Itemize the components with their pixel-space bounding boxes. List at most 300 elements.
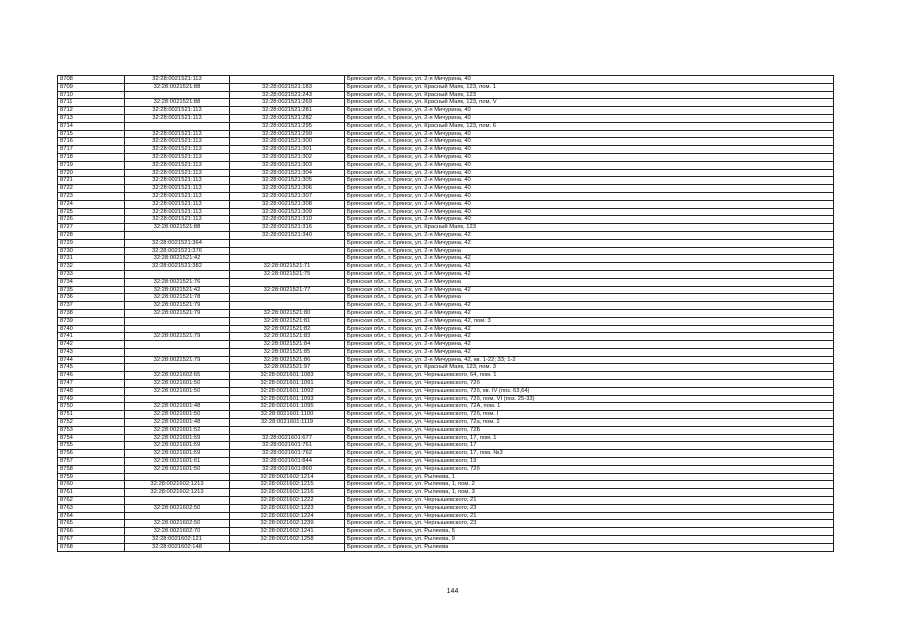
row-number-cell: 8758 xyxy=(58,465,125,473)
parcel-number-cell: 32:28:0021521:364 xyxy=(125,239,230,247)
row-number-cell: 8718 xyxy=(58,153,125,161)
row-number-cell: 8726 xyxy=(58,216,125,224)
row-number-cell: 8764 xyxy=(58,512,125,520)
table-row xyxy=(58,309,834,317)
table-row xyxy=(58,294,834,302)
table-row xyxy=(58,270,834,278)
parcel-number-cell xyxy=(125,91,230,99)
row-number-cell: 8709 xyxy=(58,83,125,91)
parcel-number-cell: 32:28:0021602:1213 xyxy=(125,481,230,489)
table-row xyxy=(58,520,834,528)
object-number-cell: 32:28:0021521:295 xyxy=(230,122,345,130)
table-row xyxy=(58,263,834,271)
table-row xyxy=(58,426,834,434)
row-number-cell: 8730 xyxy=(58,247,125,255)
row-number-cell: 8710 xyxy=(58,91,125,99)
address-cell: Брянская обл., г. Брянск, ул. 2-я Мичурина, 40 xyxy=(345,200,834,208)
row-number-cell: 8723 xyxy=(58,192,125,200)
parcel-number-cell: 32:28:0021521:113 xyxy=(125,130,230,138)
object-number-cell: 32:28:0021521:71 xyxy=(230,263,345,271)
object-number-cell: 32:28:0021521:282 xyxy=(230,114,345,122)
row-number-cell: 8765 xyxy=(58,520,125,528)
object-number-cell xyxy=(230,239,345,247)
table-row xyxy=(58,333,834,341)
row-number-cell: 8728 xyxy=(58,231,125,239)
row-number-cell: 8767 xyxy=(58,536,125,544)
address-cell: Брянская обл., г. Брянск, ул. 2-я Мичурина, 40 xyxy=(345,146,834,154)
row-number-cell: 8714 xyxy=(58,122,125,130)
parcel-number-cell: 32:28:0021521:78 xyxy=(125,294,230,302)
object-number-cell xyxy=(230,278,345,286)
row-number-cell: 8760 xyxy=(58,481,125,489)
row-number-cell: 8717 xyxy=(58,146,125,154)
table-row xyxy=(58,364,834,372)
table-row xyxy=(58,231,834,239)
object-number-cell xyxy=(230,247,345,255)
parcel-number-cell: 32:28:0021521:113 xyxy=(125,177,230,185)
object-number-cell: 32:28:0021602:1224 xyxy=(230,512,345,520)
parcel-number-cell: 32:28:0021521:113 xyxy=(125,146,230,154)
parcel-number-cell: 32:28:0021521:42 xyxy=(125,255,230,263)
object-number-cell: 32:28:0021601:762 xyxy=(230,450,345,458)
address-cell: Брянская обл., г. Брянск, ул. 2-я Мичурина, 42 xyxy=(345,255,834,263)
object-number-cell: 32:28:0021521:309 xyxy=(230,208,345,216)
table-row xyxy=(58,372,834,380)
row-number-cell: 8759 xyxy=(58,473,125,481)
object-number-cell: 32:28:0021601:1119 xyxy=(230,419,345,427)
object-number-cell: 32:28:0021521:84 xyxy=(230,341,345,349)
table-row xyxy=(58,302,834,310)
object-number-cell: 32:28:0021602:1241 xyxy=(230,528,345,536)
row-number-cell: 8757 xyxy=(58,458,125,466)
object-number-cell xyxy=(230,76,345,84)
object-number-cell xyxy=(230,426,345,434)
table-row xyxy=(58,348,834,356)
table-row xyxy=(58,208,834,216)
parcel-number-cell: 32:28:0021521:376 xyxy=(125,247,230,255)
row-number-cell: 8747 xyxy=(58,380,125,388)
address-cell: Брянская обл., г. Брянск, ул. Чернышевского, 72а, пом. 2 xyxy=(345,419,834,427)
object-number-cell: 32:28:0021521:303 xyxy=(230,161,345,169)
object-number-cell: 32:28:0021601:1092 xyxy=(230,387,345,395)
object-number-cell: 32:28:0021521:301 xyxy=(230,146,345,154)
address-cell: Брянская обл., г. Брянск, ул. 2-я Мичурина, 40 xyxy=(345,177,834,185)
object-number-cell: 32:28:0021602:1258 xyxy=(230,536,345,544)
parcel-number-cell xyxy=(125,348,230,356)
row-number-cell: 8735 xyxy=(58,286,125,294)
address-cell: Брянская обл., г. Брянск, ул. Чернышевского, 21 xyxy=(345,512,834,520)
table-row xyxy=(58,473,834,481)
row-number-cell: 8731 xyxy=(58,255,125,263)
table-row xyxy=(58,465,834,473)
table-row xyxy=(58,325,834,333)
parcel-number-cell: 32:28:0021521:79 xyxy=(125,333,230,341)
table-row xyxy=(58,192,834,200)
parcel-number-cell: 32:28:0021521:113 xyxy=(125,76,230,84)
address-cell: Брянская обл., г. Брянск, ул. 2-я Мичурина, 40 xyxy=(345,185,834,193)
parcel-number-cell xyxy=(125,122,230,130)
address-cell: Брянская обл., г. Брянск, ул. 2-я Мичурина, 42 xyxy=(345,270,834,278)
row-number-cell: 8708 xyxy=(58,76,125,84)
object-number-cell xyxy=(230,543,345,551)
parcel-number-cell: 32:28:0021601:50 xyxy=(125,380,230,388)
table-row xyxy=(58,395,834,403)
table-row xyxy=(58,83,834,91)
address-cell: Брянская обл., г. Брянск, ул. 2-я Мичурина, 42, пом. 3 xyxy=(345,317,834,325)
table-row xyxy=(58,216,834,224)
row-number-cell: 8734 xyxy=(58,278,125,286)
address-cell: Брянская обл., г. Брянск, ул. Чернышевского, 23 xyxy=(345,520,834,528)
address-cell: Брянская обл., г. Брянск, ул. 2-я Мичурина, 42 xyxy=(345,309,834,317)
parcel-number-cell: 32:28:0021601:61 xyxy=(125,458,230,466)
parcel-number-cell: 32:28:0021521:113 xyxy=(125,114,230,122)
row-number-cell: 8742 xyxy=(58,341,125,349)
address-cell: Брянская обл., г. Брянск, ул. Чернышевского, 17, пом. №3 xyxy=(345,450,834,458)
row-number-cell: 8749 xyxy=(58,395,125,403)
address-cell: Брянская обл., г. Брянск, ул. 2-я Мичурина, 40 xyxy=(345,138,834,146)
row-number-cell: 8743 xyxy=(58,348,125,356)
parcel-number-cell xyxy=(125,231,230,239)
object-number-cell: 32:28:0021521:85 xyxy=(230,348,345,356)
object-number-cell: 32:28:0021521:340 xyxy=(230,231,345,239)
parcel-number-cell xyxy=(125,364,230,372)
table-row xyxy=(58,403,834,411)
object-number-cell xyxy=(230,302,345,310)
table-row xyxy=(58,200,834,208)
address-cell: Брянская обл., г. Брянск, ул. Чернышевского, 72б, пом. VI (поз. 25-33) xyxy=(345,395,834,403)
parcel-number-cell xyxy=(125,473,230,481)
row-number-cell: 8724 xyxy=(58,200,125,208)
address-cell: Брянская обл., г. Брянск, ул. 2-я Мичурина xyxy=(345,247,834,255)
object-number-cell: 32:28:0021521:307 xyxy=(230,192,345,200)
row-number-cell: 8733 xyxy=(58,270,125,278)
row-number-cell: 8719 xyxy=(58,161,125,169)
row-number-cell: 8716 xyxy=(58,138,125,146)
object-number-cell: 32:28:0021602:1214 xyxy=(230,473,345,481)
table-row xyxy=(58,138,834,146)
address-cell: Брянская обл., г. Брянск, ул. Чернышевского, 72б, кв. IV (поз. 63,64) xyxy=(345,387,834,395)
parcel-number-cell: 32:28:0021601:50 xyxy=(125,411,230,419)
row-number-cell: 8768 xyxy=(58,543,125,551)
object-number-cell: 32:28:0021601:1095 xyxy=(230,403,345,411)
row-number-cell: 8762 xyxy=(58,497,125,505)
row-number-cell: 8766 xyxy=(58,528,125,536)
table-row xyxy=(58,504,834,512)
parcel-number-cell xyxy=(125,270,230,278)
object-number-cell: 32:28:0021602:1239 xyxy=(230,520,345,528)
address-cell: Брянская обл., г. Брянск, ул. 2-я Мичурина, 40 xyxy=(345,208,834,216)
parcel-number-cell: 32:28:0021601:59 xyxy=(125,442,230,450)
object-number-cell: 32:28:0021602:1222 xyxy=(230,497,345,505)
parcel-number-cell: 32:28:0021521:113 xyxy=(125,185,230,193)
object-number-cell: 32:28:0021521:75 xyxy=(230,270,345,278)
object-number-cell: 32:28:0021521:269 xyxy=(230,99,345,107)
row-number-cell: 8738 xyxy=(58,309,125,317)
address-cell: Брянская обл., г. Брянск, ул. 2-я Мичурина, 40 xyxy=(345,76,834,84)
address-cell: Брянская обл., г. Брянск, ул. 2-я Мичурина, 42 xyxy=(345,231,834,239)
parcel-number-cell xyxy=(125,317,230,325)
table-row xyxy=(58,528,834,536)
parcel-number-cell: 32:28:0021521:76 xyxy=(125,278,230,286)
address-cell: Брянская обл., г. Брянск, ул. Чернышевского, 23 xyxy=(345,504,834,512)
object-number-cell: 32:28:0021521:243 xyxy=(230,91,345,99)
address-cell: Брянская обл., г. Брянск, ул. 2-я Мичурина, 40 xyxy=(345,192,834,200)
parcel-number-cell: 32:28:0021601:52 xyxy=(125,426,230,434)
row-number-cell: 8715 xyxy=(58,130,125,138)
row-number-cell: 8750 xyxy=(58,403,125,411)
address-cell: Брянская обл., г. Брянск, ул. Чернышевского, 19 xyxy=(345,458,834,466)
row-number-cell: 8745 xyxy=(58,364,125,372)
address-cell: Брянская обл., г. Брянск, ул. 2-я Мичурина, 40 xyxy=(345,216,834,224)
row-number-cell: 8725 xyxy=(58,208,125,216)
table-row xyxy=(58,286,834,294)
table-row xyxy=(58,114,834,122)
address-cell: Брянская обл., г. Брянск, ул. Чернышевского, 72б, пом. I xyxy=(345,411,834,419)
address-cell: Брянская обл., г. Брянск, ул. Чернышевского, 72Б xyxy=(345,426,834,434)
address-cell: Брянская обл., г. Брянск, ул. Чернышевского, 21 xyxy=(345,497,834,505)
object-number-cell: 32:28:0021601:1091 xyxy=(230,380,345,388)
row-number-cell: 8756 xyxy=(58,450,125,458)
row-number-cell: 8711 xyxy=(58,99,125,107)
page-number: 144 xyxy=(446,588,459,595)
object-number-cell: 32:28:0021521:82 xyxy=(230,325,345,333)
address-cell: Брянская обл., г. Брянск, ул. 2-я Мичурина, 42 xyxy=(345,333,834,341)
object-number-cell: 32:28:0021601:677 xyxy=(230,434,345,442)
parcel-number-cell: 32:28:0021521:113 xyxy=(125,200,230,208)
table-row xyxy=(58,99,834,107)
row-number-cell: 8732 xyxy=(58,263,125,271)
row-number-cell: 8737 xyxy=(58,302,125,310)
table-row xyxy=(58,185,834,193)
address-cell: Брянская обл., г. Брянск, ул. 2-я Мичурина, 42 xyxy=(345,286,834,294)
table-row xyxy=(58,122,834,130)
parcel-number-cell: 32:28:0021601:50 xyxy=(125,465,230,473)
object-number-cell: 32:28:0021521:308 xyxy=(230,200,345,208)
table-row xyxy=(58,356,834,364)
object-number-cell: 32:28:0021601:1093 xyxy=(230,395,345,403)
object-number-cell: 32:28:0021601:860 xyxy=(230,465,345,473)
object-number-cell: 32:28:0021521:300 xyxy=(230,138,345,146)
address-cell: Брянская обл., г. Брянск, ул. Рылеева, 1 xyxy=(345,473,834,481)
address-cell: Брянская обл., г. Брянск, ул. 2-я Мичурина, 40 xyxy=(345,114,834,122)
address-cell: Брянская обл., г. Брянск, ул. 2-я Мичурина, 40 xyxy=(345,153,834,161)
row-number-cell: 8755 xyxy=(58,442,125,450)
table-row xyxy=(58,239,834,247)
table-row xyxy=(58,387,834,395)
object-number-cell: 32:28:0021521:299 xyxy=(230,130,345,138)
table-row xyxy=(58,169,834,177)
address-cell: Брянская обл., г. Брянск, ул. 2-я Мичурина, 42 xyxy=(345,325,834,333)
parcel-number-cell xyxy=(125,325,230,333)
parcel-number-cell: 32:28:0021602:50 xyxy=(125,520,230,528)
parcel-number-cell: 32:28:0021521:113 xyxy=(125,216,230,224)
row-number-cell: 8763 xyxy=(58,504,125,512)
address-cell: Брянская обл., г. Брянск, ул. Чернышевского, 72б xyxy=(345,465,834,473)
address-cell: Брянская обл., г. Брянск, ул. Красный Маяк, 123, пом. 6 xyxy=(345,122,834,130)
table-row xyxy=(58,255,834,263)
table-row xyxy=(58,146,834,154)
object-number-cell: 32:28:0021521:86 xyxy=(230,356,345,364)
row-number-cell: 8748 xyxy=(58,387,125,395)
table-row xyxy=(58,91,834,99)
parcel-number-cell: 32:28:0021521:382 xyxy=(125,263,230,271)
row-number-cell: 8744 xyxy=(58,356,125,364)
row-number-cell: 8722 xyxy=(58,185,125,193)
address-cell: Брянская обл., г. Брянск, ул. Красный Маяк, 123 xyxy=(345,91,834,99)
table-row xyxy=(58,489,834,497)
object-number-cell: 32:28:0021521:306 xyxy=(230,185,345,193)
address-cell: Брянская обл., г. Брянск, ул. Рылеева, 5 xyxy=(345,528,834,536)
table-row xyxy=(58,536,834,544)
address-cell: Брянская обл., г. Брянск, ул. Чернышевского, 17, пом. 1 xyxy=(345,434,834,442)
address-cell: Брянская обл., г. Брянск, ул. 2-я Мичурина, 40 xyxy=(345,107,834,115)
object-number-cell: 32:28:0021521:304 xyxy=(230,169,345,177)
object-number-cell: 32:28:0021521:83 xyxy=(230,333,345,341)
parcel-number-cell: 32:28:0021521:79 xyxy=(125,302,230,310)
row-number-cell: 8754 xyxy=(58,434,125,442)
table-row xyxy=(58,278,834,286)
row-number-cell: 8736 xyxy=(58,294,125,302)
table-row xyxy=(58,512,834,520)
table-row xyxy=(58,419,834,427)
object-number-cell xyxy=(230,255,345,263)
parcel-number-cell: 32:28:0021521:113 xyxy=(125,161,230,169)
table-row xyxy=(58,450,834,458)
row-number-cell: 8712 xyxy=(58,107,125,115)
table-row xyxy=(58,130,834,138)
address-cell: Брянская обл., г. Брянск, ул. 2-я Мичурина, 42 xyxy=(345,341,834,349)
parcel-number-cell: 32:28:0021521:113 xyxy=(125,153,230,161)
parcel-number-cell: 32:28:0021521:88 xyxy=(125,224,230,232)
parcel-number-cell: 32:28:0021602:121 xyxy=(125,536,230,544)
object-number-cell: 32:28:0021601:844 xyxy=(230,458,345,466)
parcel-number-cell: 32:28:0021601:50 xyxy=(125,387,230,395)
table-row xyxy=(58,177,834,185)
parcel-number-cell: 32:28:0021602:50 xyxy=(125,504,230,512)
address-cell: Брянская обл., г. Брянск, ул. Красный Маяк, 123, пом. 1 xyxy=(345,83,834,91)
address-cell: Брянская обл., г. Брянск, ул. Красный Маяк, 123, пом. 3 xyxy=(345,364,834,372)
parcel-number-cell: 32:28:0021601:59 xyxy=(125,434,230,442)
object-number-cell: 32:28:0021521:97 xyxy=(230,364,345,372)
table-row xyxy=(58,161,834,169)
object-number-cell: 32:28:0021601:761 xyxy=(230,442,345,450)
table-row xyxy=(58,76,834,84)
table-row xyxy=(58,380,834,388)
object-number-cell: 32:28:0021601:1083 xyxy=(230,372,345,380)
parcel-number-cell: 32:28:0021521:88 xyxy=(125,83,230,91)
parcel-number-cell: 32:28:0021601:48 xyxy=(125,403,230,411)
table-row xyxy=(58,317,834,325)
table-row xyxy=(58,543,834,551)
object-number-cell: 32:28:0021521:305 xyxy=(230,177,345,185)
object-number-cell: 32:28:0021521:302 xyxy=(230,153,345,161)
address-cell: Брянская обл., г. Брянск, ул. Чернышевского, 72А, пом. 1 xyxy=(345,403,834,411)
parcel-number-cell xyxy=(125,341,230,349)
address-cell: Брянская обл., г. Брянск, ул. Рылеева, 9 xyxy=(345,536,834,544)
address-cell: Брянская обл., г. Брянск, ул. Чернышевского, 64, пом. 1 xyxy=(345,372,834,380)
address-cell: Брянская обл., г. Брянск, ул. 2-я Мичурина, 40 xyxy=(345,130,834,138)
row-number-cell: 8761 xyxy=(58,489,125,497)
parcel-number-cell: 32:28:0021602:65 xyxy=(125,372,230,380)
parcel-number-cell: 32:28:0021601:59 xyxy=(125,450,230,458)
address-cell: Брянская обл., г. Брянск, ул. 2-я Мичурина, 42 xyxy=(345,263,834,271)
table-row xyxy=(58,247,834,255)
parcel-number-cell: 32:28:0021602:1213 xyxy=(125,489,230,497)
parcel-number-cell: 32:28:0021521:113 xyxy=(125,107,230,115)
row-number-cell: 8721 xyxy=(58,177,125,185)
row-number-cell: 8739 xyxy=(58,317,125,325)
parcel-number-cell xyxy=(125,395,230,403)
table-row xyxy=(58,153,834,161)
address-cell: Брянская обл., г. Брянск, ул. Рылеева xyxy=(345,543,834,551)
row-number-cell: 8752 xyxy=(58,419,125,427)
parcel-number-cell: 32:28:0021602:70 xyxy=(125,528,230,536)
parcel-number-cell: 32:28:0021601:48 xyxy=(125,419,230,427)
address-cell: Брянская обл., г. Брянск, ул. Чернышевского, 17 xyxy=(345,442,834,450)
object-number-cell: 32:28:0021521:77 xyxy=(230,286,345,294)
address-cell: Брянская обл., г. Брянск, ул. 2-я Мичурина, 42, кв. 1-22; 33; 1-2 xyxy=(345,356,834,364)
object-number-cell xyxy=(230,294,345,302)
address-cell: Брянская обл., г. Брянск, ул. Чернышевского, 72б xyxy=(345,380,834,388)
table-row xyxy=(58,434,834,442)
table-row xyxy=(58,481,834,489)
parcel-number-cell: 32:28:0021521:113 xyxy=(125,169,230,177)
table-row xyxy=(58,497,834,505)
address-cell: Брянская обл., г. Брянск, ул. 2-я Мичурина xyxy=(345,278,834,286)
parcel-number-cell: 32:28:0021602:148 xyxy=(125,543,230,551)
parcel-number-cell xyxy=(125,512,230,520)
object-number-cell: 32:28:0021602:1223 xyxy=(230,504,345,512)
parcel-number-cell: 32:28:0021521:113 xyxy=(125,138,230,146)
address-cell: Брянская обл., г. Брянск, ул. 2-я Мичурина, 42 xyxy=(345,348,834,356)
row-number-cell: 8746 xyxy=(58,372,125,380)
address-cell: Брянская обл., г. Брянск, ул. 2-я Мичурина, 40 xyxy=(345,169,834,177)
table-row xyxy=(58,107,834,115)
object-number-cell: 32:28:0021521:80 xyxy=(230,309,345,317)
address-cell: Брянская обл., г. Брянск, ул. 2-я Мичурина, 42 xyxy=(345,239,834,247)
table-row xyxy=(58,411,834,419)
object-number-cell: 32:28:0021521:316 xyxy=(230,224,345,232)
row-number-cell: 8753 xyxy=(58,426,125,434)
object-number-cell: 32:28:0021602:1216 xyxy=(230,489,345,497)
object-number-cell: 32:28:0021602:1215 xyxy=(230,481,345,489)
object-number-cell: 32:28:0021521:281 xyxy=(230,107,345,115)
parcel-number-cell: 32:28:0021521:79 xyxy=(125,356,230,364)
parcel-number-cell: 32:28:0021521:42 xyxy=(125,286,230,294)
table-row xyxy=(58,224,834,232)
row-number-cell: 8741 xyxy=(58,333,125,341)
row-number-cell: 8751 xyxy=(58,411,125,419)
address-cell: Брянская обл., г. Брянск, ул. Красный Маяк, 123 xyxy=(345,224,834,232)
address-cell: Брянская обл., г. Брянск, ул. 2-я Мичурина, 42 xyxy=(345,302,834,310)
object-number-cell: 32:28:0021521:310 xyxy=(230,216,345,224)
object-number-cell: 32:28:0021601:1100 xyxy=(230,411,345,419)
table-row xyxy=(58,341,834,349)
row-number-cell: 8720 xyxy=(58,169,125,177)
address-cell: Брянская обл., г. Брянск, ул. 2-я Мичурина, 40 xyxy=(345,161,834,169)
table-row xyxy=(58,442,834,450)
row-number-cell: 8713 xyxy=(58,114,125,122)
parcel-number-cell: 32:28:0021521:79 xyxy=(125,309,230,317)
cadastral-table xyxy=(57,75,834,552)
row-number-cell: 8727 xyxy=(58,224,125,232)
parcel-number-cell xyxy=(125,497,230,505)
address-cell: Брянская обл., г. Брянск, ул. 2-я Мичурина xyxy=(345,294,834,302)
object-number-cell: 32:28:0021521:81 xyxy=(230,317,345,325)
row-number-cell: 8740 xyxy=(58,325,125,333)
table-row xyxy=(58,458,834,466)
object-number-cell: 32:28:0021521:183 xyxy=(230,83,345,91)
